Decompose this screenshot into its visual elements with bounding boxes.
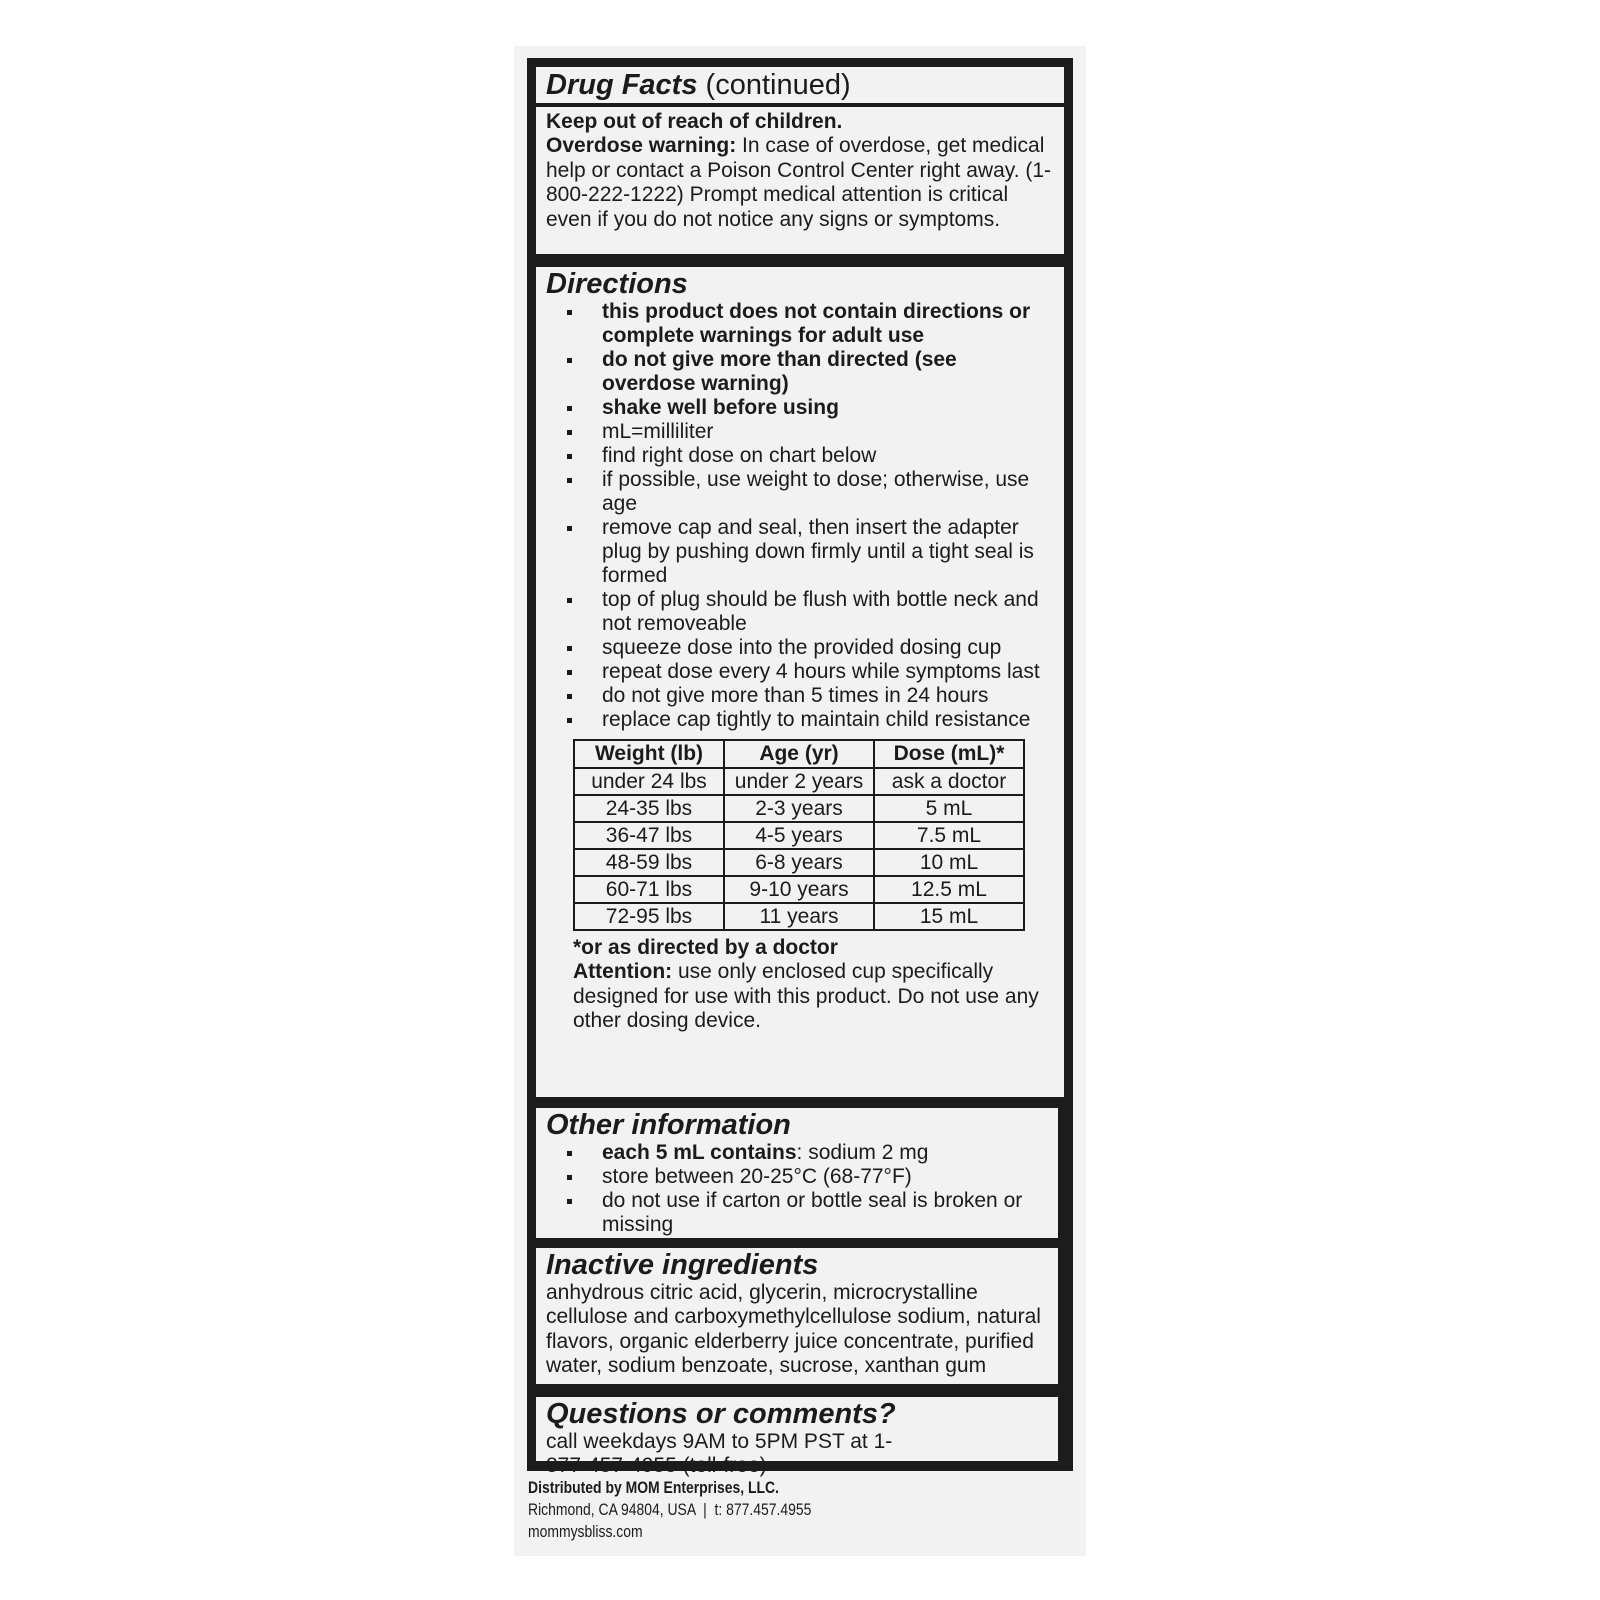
table-cell: under 2 years: [724, 768, 874, 795]
list-item: each 5 mL contains: sodium 2 mg: [546, 1141, 1048, 1165]
distributor-address: Richmond, CA 94804, USA | t: 877.457.4955: [528, 1500, 812, 1519]
table-row: [574, 876, 1024, 903]
table-cell: 12.5 mL: [874, 876, 1024, 903]
distributor-info: [528, 1477, 811, 1543]
table-cell: 5 mL: [874, 795, 1024, 822]
table-cell: 36-47 lbs: [574, 822, 724, 849]
bullet-icon: [567, 526, 572, 531]
table-row: [574, 795, 1024, 822]
column-header-dose: Dose (mL)*: [874, 740, 1024, 768]
table-cell: 2-3 years: [724, 795, 874, 822]
column-header-age: Age (yr): [724, 740, 874, 768]
keep-out-section: [536, 107, 1064, 254]
list-item: shake well before using: [546, 396, 1054, 420]
bullet-icon: [567, 310, 572, 315]
attention-block: [573, 936, 1054, 1034]
keep-out-block: [546, 107, 1054, 232]
table-cell: 6-8 years: [724, 849, 874, 876]
table-cell: 60-71 lbs: [574, 876, 724, 903]
table-cell: 15 mL: [874, 903, 1024, 930]
table-cell: 4-5 years: [724, 822, 874, 849]
questions-title: Questions or comments?: [546, 1398, 896, 1430]
bullet-icon: [567, 1199, 572, 1204]
drug-facts-header: [536, 67, 1064, 103]
list-item: do not use if carton or bottle seal is broken or missing: [546, 1189, 1048, 1237]
bullet-icon: [567, 1175, 572, 1180]
table-cell: under 24 lbs: [574, 768, 724, 795]
drug-facts-title: [546, 67, 1054, 103]
list-item: remove cap and seal, then insert the adapter plug by pushing down firmly until a tight seal is formed: [546, 516, 1054, 588]
table-cell: 7.5 mL: [874, 822, 1024, 849]
overdose-text: In case of overdose, get medical help or contact a Poison Control Center right away. (1-800-222-1222) Prompt medical attention is critical even if you do not notice any signs or symptoms.: [546, 134, 1052, 231]
list-item: do not give more than 5 times in 24 hours: [546, 684, 1054, 708]
bullet-icon: [567, 478, 572, 483]
list-item: squeeze dose into the provided dosing cup: [546, 636, 1054, 660]
table-row: [574, 768, 1024, 795]
dosing-table: [573, 739, 1025, 931]
overdose-label: Overdose warning:: [546, 134, 737, 158]
table-cell: 9-10 years: [724, 876, 874, 903]
attention-text: use only enclosed cup specifically designed for use with this product. Do not use any other dosing device.: [573, 960, 1039, 1033]
drug-facts-panel: [527, 58, 1073, 1478]
other-information-section: [536, 1108, 1058, 1238]
distributor-website: mommysbliss.com: [528, 1522, 643, 1541]
bullet-icon: [567, 646, 572, 651]
other-information-list: [546, 1141, 1048, 1237]
bullet-icon: [567, 1151, 572, 1156]
table-row: [574, 849, 1024, 876]
footnote: *or as directed by a doctor: [573, 936, 838, 959]
bullet-icon: [567, 718, 572, 723]
bullet-icon: [567, 598, 572, 603]
table-cell: 11 years: [724, 903, 874, 930]
distributor-name: Distributed by MOM Enterprises, LLC.: [528, 1478, 779, 1497]
table-header-row: [574, 740, 1024, 768]
table-cell: 48-59 lbs: [574, 849, 724, 876]
bullet-icon: [567, 454, 572, 459]
list-item: find right dose on chart below: [546, 444, 1054, 468]
questions-text: call weekdays 9AM to 5PM PST at 1-877-457-4955 (toll-free): [546, 1430, 893, 1478]
questions-section: [536, 1397, 1058, 1478]
table-cell: 10 mL: [874, 849, 1024, 876]
table-row: [574, 903, 1024, 930]
list-item: replace cap tightly to maintain child resistance: [546, 708, 1054, 732]
directions-section: [536, 267, 1064, 1097]
directions-list: [546, 300, 1054, 732]
attention-label: Attention:: [573, 960, 673, 984]
table-cell: 24-35 lbs: [574, 795, 724, 822]
list-item: this product does not contain directions or complete warnings for adult use: [546, 300, 1054, 348]
keep-out-heading: Keep out of reach of children.: [546, 110, 843, 133]
list-item: if possible, use weight to dose; otherwise, use age: [546, 468, 1054, 516]
inactive-ingredients-text: anhydrous citric acid, glycerin, microcrystalline cellulose and carboxymethylcellulose sodium, natural flavors, organic elderberry juice concentrate, purified water, sodium benzoate, sucrose, xanthan gum: [546, 1281, 1041, 1378]
table-cell: ask a doctor: [874, 768, 1024, 795]
other-information-title: Other information: [546, 1109, 791, 1141]
list-item: repeat dose every 4 hours while symptoms last: [546, 660, 1054, 684]
directions-title: Directions: [546, 268, 688, 300]
bullet-icon: [567, 694, 572, 699]
list-item: top of plug should be flush with bottle neck and not removeable: [546, 588, 1054, 636]
bullet-icon: [567, 358, 572, 363]
list-item: do not give more than directed (see overdose warning): [546, 348, 1054, 396]
list-item: store between 20-25°C (68-77°F): [546, 1165, 1048, 1189]
list-item: mL=milliliter: [546, 420, 1054, 444]
inactive-ingredients-section: [536, 1248, 1058, 1384]
continued-text: (continued): [705, 69, 851, 101]
column-header-weight: Weight (lb): [574, 740, 724, 768]
table-row: [574, 822, 1024, 849]
table-cell: 72-95 lbs: [574, 903, 724, 930]
bullet-icon: [567, 430, 572, 435]
bullet-icon: [567, 670, 572, 675]
bullet-icon: [567, 406, 572, 411]
inactive-ingredients-title: Inactive ingredients: [546, 1249, 819, 1281]
title-text: Drug Facts: [546, 69, 698, 101]
